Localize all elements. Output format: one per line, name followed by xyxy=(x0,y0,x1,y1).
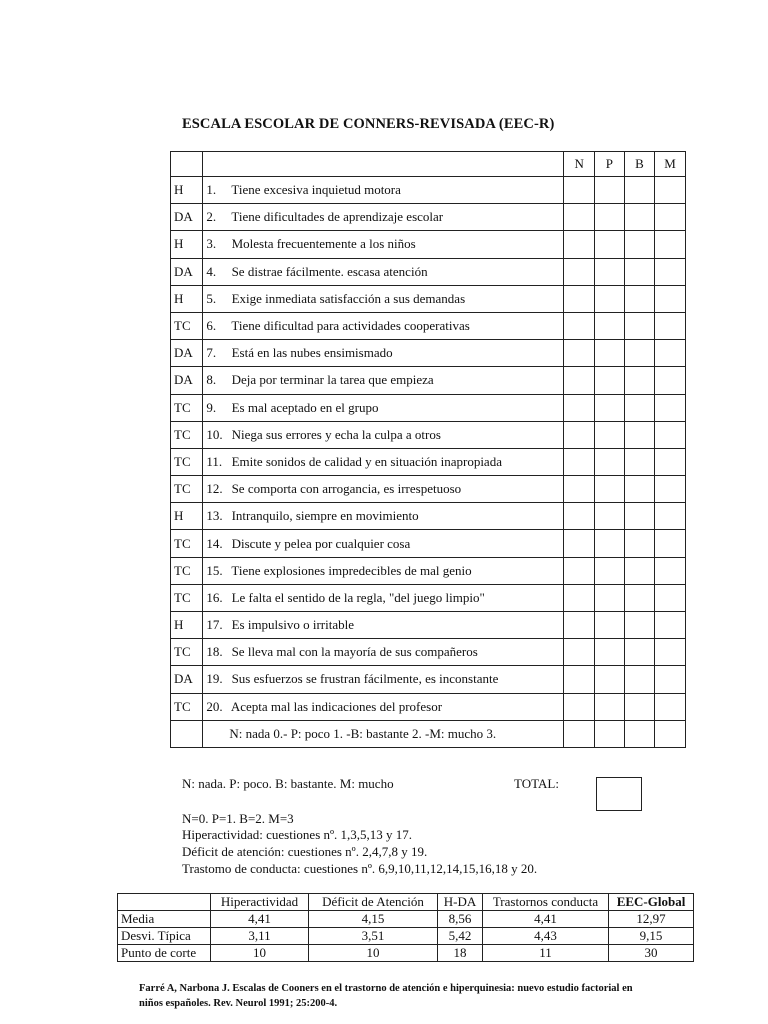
item-row xyxy=(171,367,686,394)
column-header-b: B xyxy=(624,152,654,177)
item-text: Es impulsivo o irritable xyxy=(231,617,354,633)
answer-cell-n[interactable] xyxy=(564,258,594,285)
item-category: H xyxy=(171,177,203,204)
answer-cell-b[interactable] xyxy=(624,421,654,448)
item-text: Le falta el sentido de la regla, "del juego limpio" xyxy=(231,589,485,605)
answer-cell-p[interactable] xyxy=(594,584,624,611)
item-number: 14. xyxy=(206,535,223,551)
item-row xyxy=(171,503,686,530)
item-number: 15. xyxy=(206,562,223,578)
stats-header-cell: Trastornos conducta xyxy=(483,894,609,911)
stats-header-cell: Hiperactividad xyxy=(211,894,309,911)
answer-cell-b[interactable] xyxy=(624,394,654,421)
stats-value: 11 xyxy=(483,945,609,962)
stats-value: 9,15 xyxy=(609,928,694,945)
item-row xyxy=(171,421,686,448)
answer-cell-n[interactable] xyxy=(564,666,594,693)
item-category: TC xyxy=(171,421,203,448)
subscale-trastorno-conducta: Trastomo de conducta: cuestiones nº. 6,9,10,11,12,14,15,16,18 y 20. xyxy=(182,861,538,876)
answer-cell-n[interactable] xyxy=(564,204,594,231)
answer-cell-p[interactable] xyxy=(594,530,624,557)
stats-row xyxy=(118,945,694,962)
item-number: 3. xyxy=(206,236,217,252)
stats-row xyxy=(118,911,694,928)
answer-cell-p[interactable] xyxy=(594,639,624,666)
item-number: 11. xyxy=(206,453,223,469)
answer-cell-m[interactable] xyxy=(655,584,686,611)
item-number: 8. xyxy=(206,372,217,388)
answer-cell-b[interactable] xyxy=(624,639,654,666)
answer-cell-n[interactable] xyxy=(564,476,594,503)
item-category: H xyxy=(171,285,203,312)
answer-cell-b[interactable] xyxy=(624,312,654,339)
answer-cell-b[interactable] xyxy=(624,693,654,720)
item-text: Se comporta con arrogancia, es irrespetuoso xyxy=(231,481,462,497)
item-number: 7. xyxy=(206,345,217,361)
item-text: Exige inmediata satisfacción a sus demandas xyxy=(231,290,466,306)
legend-blank-cell xyxy=(624,720,654,747)
item-category: DA xyxy=(171,204,203,231)
answer-cell-m[interactable] xyxy=(655,557,686,584)
answer-cell-m[interactable] xyxy=(655,639,686,666)
answer-cell-p[interactable] xyxy=(594,476,624,503)
answer-cell-b[interactable] xyxy=(624,584,654,611)
answer-cell-n[interactable] xyxy=(564,639,594,666)
answer-cell-n[interactable] xyxy=(564,285,594,312)
stats-value: 10 xyxy=(211,945,309,962)
header-blank-code xyxy=(171,152,203,177)
answer-cell-n[interactable] xyxy=(564,367,594,394)
scoring-line: N=0. P=1. B=2. M=3 xyxy=(182,811,294,826)
item-category: TC xyxy=(171,693,203,720)
item-row xyxy=(171,285,686,312)
citation: Farré A, Narbona J. Escalas de Cooners en el trastorno de atención e hiperquinesia: nuevo estudio factorial en niños españoles. Rev. Neurol 1991; 25:200-4. xyxy=(139,983,633,1009)
item-category: TC xyxy=(171,584,203,611)
answer-cell-b[interactable] xyxy=(624,530,654,557)
answer-cell-m[interactable] xyxy=(655,476,686,503)
item-row xyxy=(171,476,686,503)
item-row xyxy=(171,231,686,258)
answer-cell-m[interactable] xyxy=(655,448,686,475)
item-text: Deja por terminar la tarea que empieza xyxy=(231,372,434,388)
answer-cell-n[interactable] xyxy=(564,394,594,421)
item-statement xyxy=(203,204,564,231)
answer-cell-b[interactable] xyxy=(624,231,654,258)
answer-cell-n[interactable] xyxy=(564,693,594,720)
item-row xyxy=(171,394,686,421)
item-statement xyxy=(203,231,564,258)
answer-cell-p[interactable] xyxy=(594,448,624,475)
answer-cell-m[interactable] xyxy=(655,530,686,557)
answer-cell-m[interactable] xyxy=(655,503,686,530)
item-statement xyxy=(203,340,564,367)
column-header-p: P xyxy=(594,152,624,177)
answer-cell-b[interactable] xyxy=(624,476,654,503)
answer-cell-p[interactable] xyxy=(594,367,624,394)
stats-value: 10 xyxy=(309,945,438,962)
item-statement xyxy=(203,584,564,611)
item-category: H xyxy=(171,503,203,530)
item-row xyxy=(171,612,686,639)
answer-cell-b[interactable] xyxy=(624,557,654,584)
answer-cell-m[interactable] xyxy=(655,258,686,285)
item-text: Tiene dificultad para actividades cooperativas xyxy=(231,318,470,334)
item-row xyxy=(171,584,686,611)
stats-header-cell: EEC-Global xyxy=(609,894,694,911)
item-text: Se distrae fácilmente. escasa atención xyxy=(231,263,428,279)
item-statement xyxy=(203,693,564,720)
item-row xyxy=(171,258,686,285)
item-category: DA xyxy=(171,367,203,394)
answer-cell-p[interactable] xyxy=(594,231,624,258)
stats-header-cell xyxy=(118,894,211,911)
stats-value: 4,41 xyxy=(211,911,309,928)
answer-cell-p[interactable] xyxy=(594,394,624,421)
subscale-hiperactividad: Hiperactividad: cuestiones nº. 1,3,5,13 y 17. xyxy=(182,827,413,842)
answer-cell-n[interactable] xyxy=(564,612,594,639)
answer-cell-p[interactable] xyxy=(594,177,624,204)
item-category: DA xyxy=(171,258,203,285)
legend-blank-cell xyxy=(594,720,624,747)
item-statement xyxy=(203,258,564,285)
item-number: 19. xyxy=(206,671,223,687)
item-number: 13. xyxy=(206,508,223,524)
item-text: Está en las nubes ensimismado xyxy=(231,345,393,361)
legend-blank xyxy=(171,720,203,747)
stats-header-row xyxy=(118,894,694,911)
answer-cell-p[interactable] xyxy=(594,421,624,448)
item-row xyxy=(171,448,686,475)
item-statement xyxy=(203,285,564,312)
item-statement xyxy=(203,421,564,448)
item-statement xyxy=(203,448,564,475)
item-text: Acepta mal las indicaciones del profesor xyxy=(230,698,443,714)
stats-row xyxy=(118,928,694,945)
page-title: ESCALA ESCOLAR DE CONNERS-REVISADA (EEC-R) xyxy=(182,116,555,132)
item-category: TC xyxy=(171,476,203,503)
item-text: Molesta frecuentemente a los niños xyxy=(231,236,416,252)
item-text: Niega sus errores y echa la culpa a otros xyxy=(231,426,441,442)
item-number: 12. xyxy=(206,481,223,497)
item-number: 5. xyxy=(206,290,217,306)
item-statement xyxy=(203,177,564,204)
answer-cell-m[interactable] xyxy=(655,612,686,639)
item-statement xyxy=(203,367,564,394)
answer-cell-n[interactable] xyxy=(564,340,594,367)
answer-cell-m[interactable] xyxy=(655,693,686,720)
answer-cell-m[interactable] xyxy=(655,340,686,367)
item-category: H xyxy=(171,612,203,639)
answer-cell-p[interactable] xyxy=(594,340,624,367)
stats-row-label: Desvi. Típica xyxy=(118,928,211,945)
item-category: TC xyxy=(171,530,203,557)
stats-row-label: Media xyxy=(118,911,211,928)
answer-cell-n[interactable] xyxy=(564,231,594,258)
item-category: H xyxy=(171,231,203,258)
answer-cell-m[interactable] xyxy=(655,394,686,421)
answer-cell-n[interactable] xyxy=(564,530,594,557)
answer-cell-p[interactable] xyxy=(594,503,624,530)
item-row xyxy=(171,530,686,557)
stats-value: 3,51 xyxy=(309,928,438,945)
answer-cell-m[interactable] xyxy=(655,367,686,394)
answer-cell-m[interactable] xyxy=(655,285,686,312)
item-row xyxy=(171,557,686,584)
item-row xyxy=(171,340,686,367)
answer-cell-m[interactable] xyxy=(655,204,686,231)
item-text: Emite sonidos de calidad y en situación inapropiada xyxy=(231,453,502,469)
item-row xyxy=(171,639,686,666)
column-header-m: M xyxy=(655,152,686,177)
legend-row xyxy=(171,720,686,747)
item-row xyxy=(171,177,686,204)
rating-table xyxy=(170,151,686,748)
subscale-deficit-atencion: Déficit de atención: cuestiones nº. 2,4,7,8 y 19. xyxy=(182,844,428,859)
answer-cell-b[interactable] xyxy=(624,340,654,367)
stats-value: 4,43 xyxy=(483,928,609,945)
stats-value: 8,56 xyxy=(438,911,483,928)
item-text: Sus esfuerzos se frustran fácilmente, es inconstante xyxy=(231,671,499,687)
answer-cell-b[interactable] xyxy=(624,612,654,639)
answer-cell-m[interactable] xyxy=(655,421,686,448)
item-row xyxy=(171,204,686,231)
item-statement xyxy=(203,503,564,530)
answer-cell-n[interactable] xyxy=(564,448,594,475)
item-number: 16. xyxy=(206,589,223,605)
item-category: DA xyxy=(171,340,203,367)
answer-cell-p[interactable] xyxy=(594,557,624,584)
answer-cell-n[interactable] xyxy=(564,503,594,530)
answer-cell-b[interactable] xyxy=(624,177,654,204)
item-statement xyxy=(203,639,564,666)
stats-value: 18 xyxy=(438,945,483,962)
legend-text: N: nada 0.- P: poco 1. -B: bastante 2. -M: mucho 3. xyxy=(203,720,564,747)
item-number: 17. xyxy=(206,617,223,633)
answer-cell-p[interactable] xyxy=(594,612,624,639)
stats-row-label: Punto de corte xyxy=(118,945,211,962)
item-text: Intranquilo, siempre en movimiento xyxy=(231,508,419,524)
rating-table-header xyxy=(171,152,686,177)
item-category: TC xyxy=(171,312,203,339)
answer-cell-b[interactable] xyxy=(624,448,654,475)
item-text: Discute y pelea por cualquier cosa xyxy=(231,535,411,551)
item-category: DA xyxy=(171,666,203,693)
stats-table xyxy=(117,893,694,962)
stats-value: 4,15 xyxy=(309,911,438,928)
stats-header-cell: H-DA xyxy=(438,894,483,911)
answer-cell-n[interactable] xyxy=(564,584,594,611)
item-statement xyxy=(203,476,564,503)
item-text: Se lleva mal con la mayoría de sus compañeros xyxy=(231,644,478,660)
item-row xyxy=(171,666,686,693)
legend-blank-cell xyxy=(655,720,686,747)
answer-cell-n[interactable] xyxy=(564,557,594,584)
item-text: Tiene dificultades de aprendizaje escolar xyxy=(231,209,444,225)
stats-header-cell: Déficit de Atención xyxy=(309,894,438,911)
answer-cell-p[interactable] xyxy=(594,258,624,285)
column-header-n: N xyxy=(564,152,594,177)
item-number: 9. xyxy=(206,399,217,415)
stats-value: 30 xyxy=(609,945,694,962)
total-label: TOTAL: xyxy=(514,776,559,791)
item-statement xyxy=(203,530,564,557)
key-line: N: nada. P: poco. B: bastante. M: mucho xyxy=(182,776,394,791)
item-category: TC xyxy=(171,639,203,666)
item-statement xyxy=(203,394,564,421)
answer-cell-b[interactable] xyxy=(624,204,654,231)
answer-cell-p[interactable] xyxy=(594,312,624,339)
item-statement xyxy=(203,312,564,339)
item-text: Tiene excesiva inquietud motora xyxy=(231,182,401,198)
answer-cell-m[interactable] xyxy=(655,231,686,258)
stats-value: 4,41 xyxy=(483,911,609,928)
answer-cell-b[interactable] xyxy=(624,666,654,693)
answer-cell-p[interactable] xyxy=(594,285,624,312)
legend-blank-cell xyxy=(564,720,594,747)
item-number: 18. xyxy=(206,644,223,660)
answer-cell-n[interactable] xyxy=(564,177,594,204)
answer-cell-n[interactable] xyxy=(564,312,594,339)
item-number: 2. xyxy=(206,209,217,225)
item-text: Tiene explosiones impredecibles de mal genio xyxy=(231,562,472,578)
stats-value: 3,11 xyxy=(211,928,309,945)
item-number: 4. xyxy=(206,263,217,279)
answer-cell-b[interactable] xyxy=(624,285,654,312)
item-number: 10. xyxy=(206,426,223,442)
answer-cell-m[interactable] xyxy=(655,666,686,693)
answer-cell-b[interactable] xyxy=(624,258,654,285)
stats-value: 5,42 xyxy=(438,928,483,945)
item-category: TC xyxy=(171,394,203,421)
total-input-box[interactable] xyxy=(596,777,642,811)
item-category: TC xyxy=(171,448,203,475)
answer-cell-m[interactable] xyxy=(655,312,686,339)
item-statement xyxy=(203,557,564,584)
item-number: 1. xyxy=(206,182,217,198)
item-statement xyxy=(203,612,564,639)
answer-cell-p[interactable] xyxy=(594,693,624,720)
answer-cell-m[interactable] xyxy=(655,177,686,204)
header-blank-item xyxy=(203,152,564,177)
item-number: 20. xyxy=(206,698,223,714)
answer-cell-p[interactable] xyxy=(594,204,624,231)
answer-cell-n[interactable] xyxy=(564,421,594,448)
item-text: Es mal aceptado en el grupo xyxy=(231,399,379,415)
answer-cell-b[interactable] xyxy=(624,503,654,530)
item-statement xyxy=(203,666,564,693)
answer-cell-b[interactable] xyxy=(624,367,654,394)
item-number: 6. xyxy=(206,318,217,334)
answer-cell-p[interactable] xyxy=(594,666,624,693)
item-row xyxy=(171,693,686,720)
item-row xyxy=(171,312,686,339)
item-category: TC xyxy=(171,557,203,584)
stats-value: 12,97 xyxy=(609,911,694,928)
